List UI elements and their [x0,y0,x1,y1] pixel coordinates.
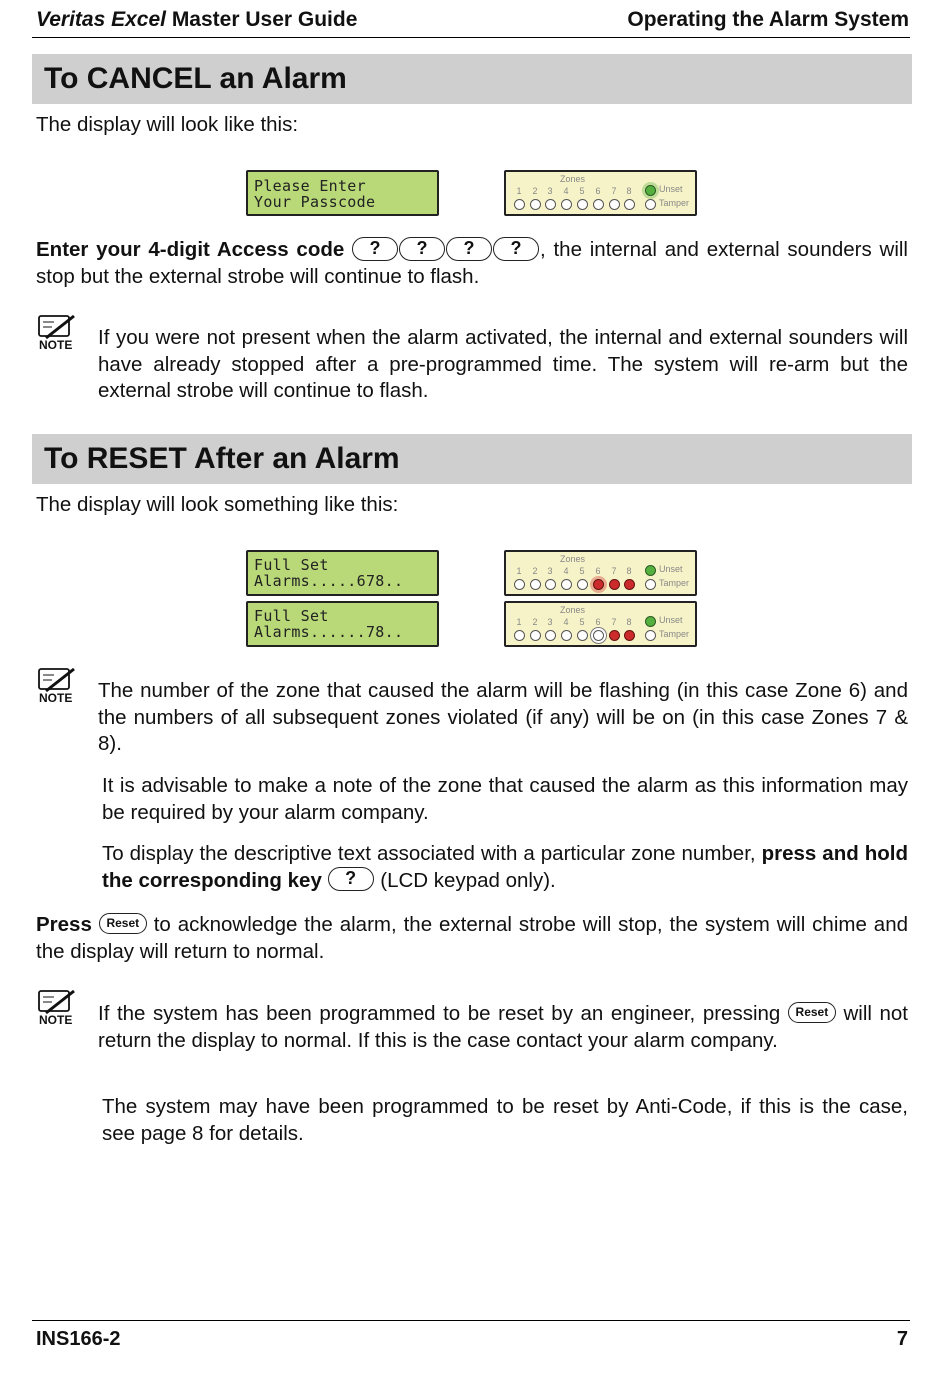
document-code: INS166-2 [36,1328,121,1350]
zone-led [530,630,541,641]
lcd-line-2: Alarms.....678.. [254,572,404,590]
anti-code-text: The system may have been programmed to be reset by Anti-Code, if this is the case, see page 8 for details. [102,1095,908,1145]
led-keypad-unset: Zones 1 2 3 4 5 6 7 8 Unset Tamper [504,170,697,216]
led-keypad-alarm-1: Zones 1 2 3 4 5 6 7 8 Unset Tamper [504,550,697,596]
zone-led [593,199,604,210]
zone-led-on [609,579,620,590]
zone-led [514,579,525,590]
lcd-line-1: Full Set [254,607,329,625]
zone-led [545,199,556,210]
cancel-note-text: If you were not present when the alarm activated, the internal and external sounders will have already stopped after a pre-programmed time. The system will re-arm but the external strobe will continue to flash. [98,326,908,402]
lcd-display-passcode [246,170,439,216]
reset-press-instruction: Press Reset to acknowledge the alarm, the external strobe will stop, the system will chime and the display will return to normal. [36,913,908,963]
cancel-intro: The display will look like this: [36,113,299,136]
zone-led [577,579,588,590]
question-key: ? [328,867,374,891]
lcd-line-1: Full Set [254,556,329,574]
reset-intro: The display will look something like this: [36,493,399,516]
zone-led [530,199,541,210]
zone-led [609,199,620,210]
question-key: ? [493,237,539,261]
tamper-led [645,199,656,210]
question-key: ? [399,237,445,261]
engineer-reset-note: If the system has been programmed to be reset by an engineer, pressing Reset will not return the display to normal. If this is the case contact your alarm company. [98,1002,908,1052]
section-title: Operating the Alarm System [627,8,909,31]
lcd-line-1: Please Enter [254,177,366,195]
zone-led [561,630,572,641]
unset-led-flashing [645,185,656,196]
unset-label: Unset [659,184,683,194]
zone-led [530,579,541,590]
zone-led-flashing [593,579,604,590]
zones-label: Zones [560,174,586,184]
zone-led [514,199,525,210]
footer-rule [32,1320,910,1321]
tamper-label: Tamper [659,198,690,208]
lcd-line-2: Your Passcode [254,193,376,211]
unset-led [645,616,656,627]
unset-led [645,565,656,576]
reset-note-text: The number of the zone that caused the alarm will be flashing (in this case Zone 6) and the numbers of all subsequent zones violated (if any) will be on (in this case Zones 7 & 8). [98,679,908,755]
cancel-heading: To CANCEL an Alarm [44,62,347,95]
tamper-led [645,579,656,590]
lcd-line-2: Alarms......78.. [254,623,404,641]
note-icon: NOTE [38,312,78,352]
zone-led [624,199,635,210]
note-icon: NOTE [38,665,78,705]
led-keypad-alarm-2: Zones 1 2 3 4 5 6 7 8 Unset Tamper [504,601,697,647]
note-icon: NOTE [38,987,78,1027]
reset-key: Reset [99,913,147,934]
zone-led [577,630,588,641]
question-key: ? [446,237,492,261]
page-number: 7 [896,1328,908,1350]
reset-heading-band [32,434,912,484]
header-rule [32,37,910,38]
document-title: Veritas Excel Master User Guide [36,8,358,31]
tamper-led [645,630,656,641]
zone-led-on [609,630,620,641]
zone-led [545,579,556,590]
lcd-display-alarms-1 [246,550,439,596]
zone-led [514,630,525,641]
zone-led-on [624,630,635,641]
zone-led [545,630,556,641]
zone-led [577,199,588,210]
zone-led-flash-off [593,630,604,641]
question-key: ? [352,237,398,261]
reset-display-text: To display the descriptive text associated with a particular zone number, press and hold the corresponding key ? (LCD keypad only). [102,842,908,892]
reset-advice-text: It is advisable to make a note of the zone that caused the alarm as this information may be required by your alarm company. [102,774,908,824]
reset-key: Reset [788,1002,836,1023]
zone-led-on [624,579,635,590]
cancel-heading-band [32,54,912,104]
reset-heading: To RESET After an Alarm [44,442,400,475]
zone-led [561,199,572,210]
cancel-step: Enter your 4-digit Access code ? ? ? ? , the internal and external sounders will stop but the external strobe will continue to flash. [36,237,908,288]
lcd-display-alarms-2 [246,601,439,647]
zone-led [561,579,572,590]
